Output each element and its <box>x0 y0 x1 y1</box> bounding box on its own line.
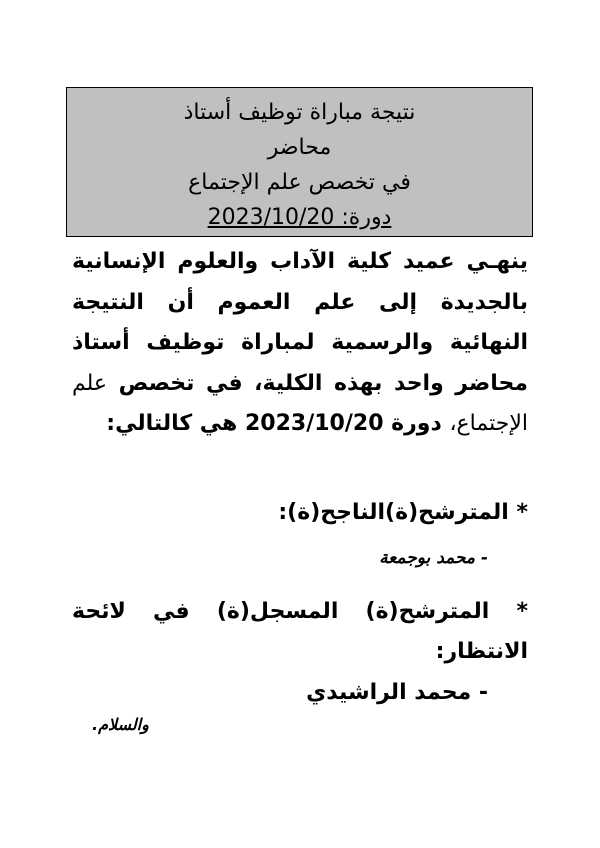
closing-salutation: والسلام. <box>92 715 149 734</box>
successful-candidate-name: - محمد بوجمعة <box>379 548 488 568</box>
waitlist-heading: * المترشح(ة) المسجل(ة) في لائحة الانتظار: <box>72 599 528 664</box>
announcement-specialty: علم الإجتماع، <box>72 370 528 436</box>
title-box <box>66 87 533 237</box>
announcement-text-1: ينهـي عميد كلية الآداب والعلوم الإنسانية بالجديدة إلى علم العموم أن النتيجة النهائية والرسمية لمباراة توظيف أستاذ محاضر واحد بهذه الكلية، في تخصص <box>72 249 528 396</box>
title-session-date: دورة: 2023/10/20 <box>207 205 392 230</box>
successful-candidate-heading: * المترشح(ة)الناجح(ة): <box>278 500 528 525</box>
title-line-3: في تخصص علم الإجتماع <box>188 170 411 195</box>
waitlist-candidate-name: - محمد الراشيدي <box>306 680 488 705</box>
announcement-text-2: دورة 2023/10/20 هي كالتالي: <box>106 411 442 436</box>
title-line-1: نتيجة مباراة توظيف أستاذ <box>183 100 416 125</box>
title-line-2: محاضر <box>267 135 332 160</box>
announcement-paragraph <box>72 242 528 445</box>
